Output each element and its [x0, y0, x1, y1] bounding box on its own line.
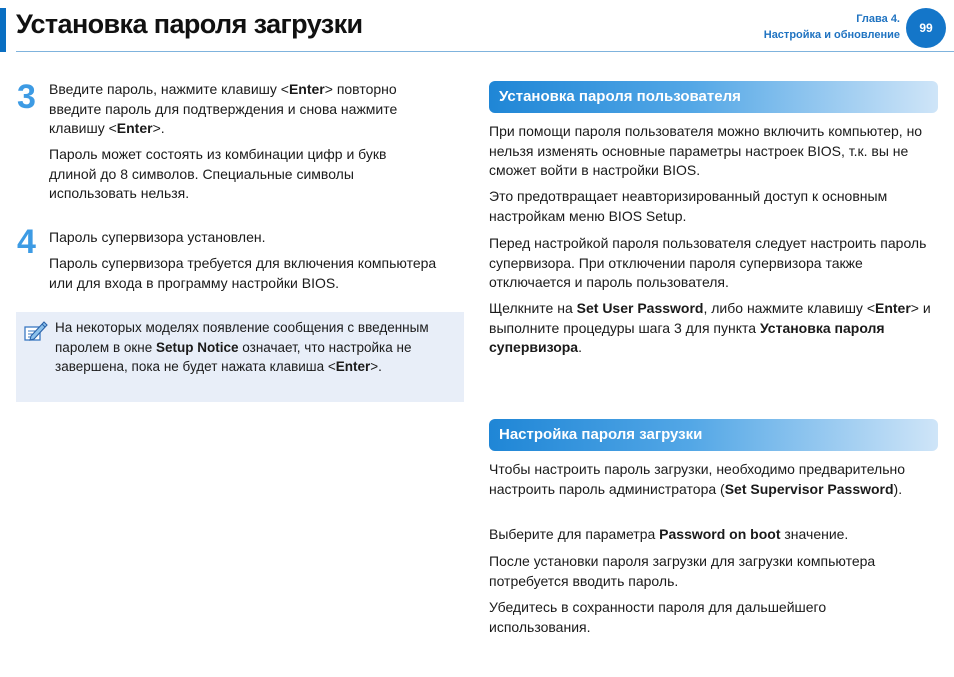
chapter-label [764, 11, 900, 43]
user-password-intro: При помощи пароля пользователя можно включить компьютер, но нельзя изменять основные параметры настроек BIOS, т.к. вы не сможет войти в настройки BIOS. [489, 123, 923, 178]
enter-key-label: Enter [335, 359, 371, 374]
boot-password-effect: После установки пароля загрузки для загрузки компьютера потребуется вводить пароль. [489, 553, 876, 589]
page-number-badge: 99 [906, 8, 946, 48]
step-number-3: 3 [17, 78, 36, 116]
user-password-instruction: Щелкните на Set User Password, либо нажмите клавишу <Enter> и выполните процедуры шага 3 для пункта Установка пароля супервизора. [489, 300, 931, 355]
boot-password-option: Выберите для параметра Password on boot значение. [489, 526, 849, 542]
chapter-title: Настройка и обновление [763, 29, 900, 41]
step-number-4: 4 [17, 223, 36, 261]
section-heading-boot-password: Настройка пароля загрузки [489, 419, 938, 451]
chapter-number: Глава 4. [856, 13, 900, 25]
enter-key-label: Enter [288, 81, 325, 97]
step4-description: Пароль супервизора требуется для включения компьютера или для входа в программу настройки BIOS. [49, 255, 437, 291]
supervisor-password-section-ref: Установка пароля супервизора [489, 319, 885, 355]
step3-password-rules: Пароль может состоять из комбинации цифр и букв длиной до 8 символов. Специальные символы использовать нельзя. [49, 146, 387, 201]
step3-instruction: Введите пароль, нажмите клавишу <Enter> повторно введите пароль для подтверждения и снова нажмите клавишу <Enter>. [49, 81, 398, 136]
enter-key-label: Enter [116, 120, 153, 136]
pencil-note-icon [22, 318, 50, 346]
title-accent-bar [0, 8, 6, 52]
set-supervisor-password-label: Set Supervisor Password [724, 480, 894, 497]
user-password-purpose: Это предотвращает неавторизированный доступ к основным настройкам меню BIOS Setup. [489, 188, 888, 224]
step4-status: Пароль супервизора установлен. [49, 229, 266, 245]
boot-password-reminder: Убедитесь в сохранности пароля для дальшейшего использования. [489, 599, 827, 635]
set-user-password-label: Set User Password [576, 300, 704, 316]
section-heading-user-password: Установка пароля пользователя [489, 81, 938, 113]
user-password-prerequisite: Перед настройкой пароля пользователя следует настроить пароль супервизора. При отключении пароля супервизора также отключается и пароль пользователя. [489, 235, 927, 290]
setup-notice-label: Setup Notice [156, 339, 239, 355]
header-divider [16, 51, 954, 52]
enter-key-label: Enter [875, 300, 911, 316]
boot-password-prerequisite: Чтобы настроить пароль загрузки, необходимо предварительно настроить пароль администратора (Set Supervisor Password). [489, 461, 906, 497]
page-title: Установка пароля загрузки [16, 9, 363, 39]
password-on-boot-label: Password on boot [659, 526, 781, 542]
note-text: На некоторых моделях появление сообщения с введенным паролем в окне Setup Notice означает, что настройка не завершена, пока не будет нажата клавиша <Enter>. [55, 320, 429, 374]
